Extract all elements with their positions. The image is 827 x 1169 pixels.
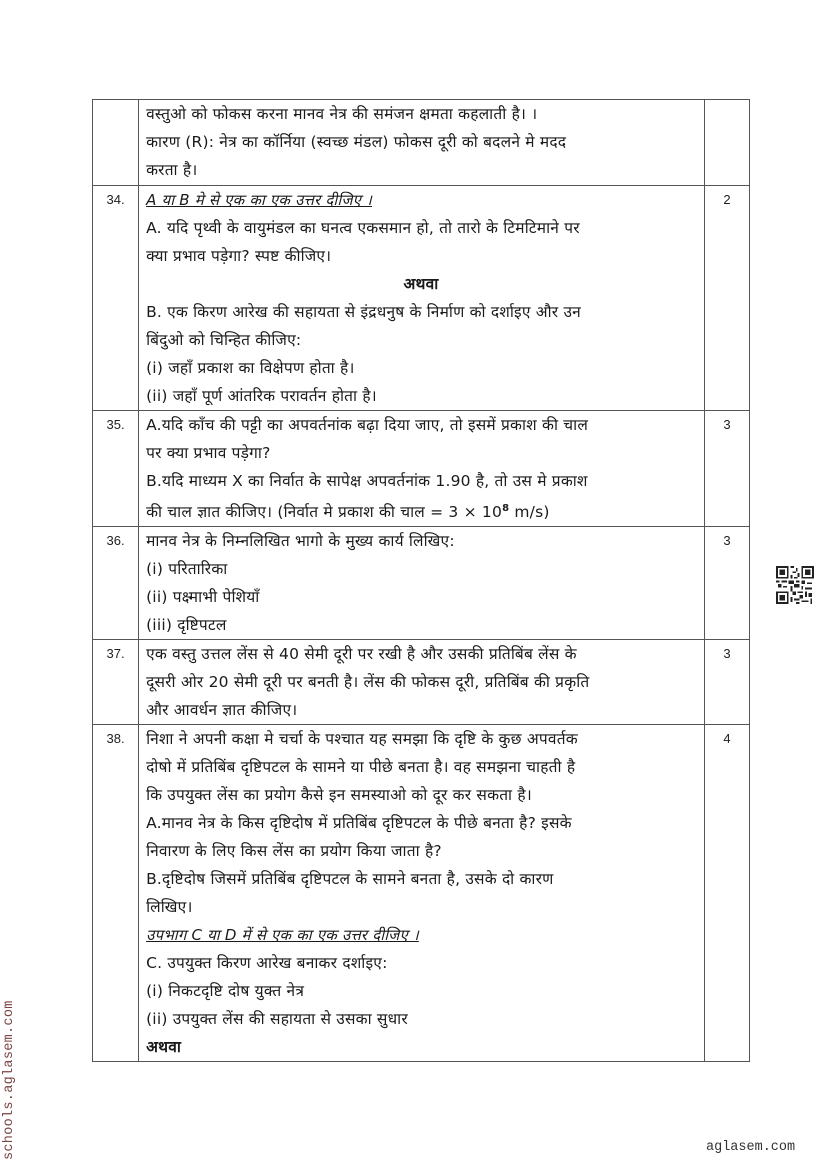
table-row-q35 — [93, 411, 750, 527]
or-separator: अथवा — [403, 275, 439, 293]
text-line: C. उपयुक्त किरण आरेख बनाकर दर्शाइए: — [146, 954, 388, 973]
marks-cell — [704, 100, 749, 186]
text-line: वस्तुओ को फोकस करना मानव नेत्र की समंजन क्षमता कहलाती है। । — [146, 105, 538, 123]
table-row-q34 — [93, 186, 750, 411]
text-line: दूसरी ओर 20 सेमी दूरी पर बनती है। लेंस की फोकस दूरी, प्रतिबिंब की प्रकृति — [146, 673, 590, 692]
text-line: (i) परितारिका — [146, 560, 228, 579]
text-fragment: m/s) — [509, 503, 550, 522]
text-line: पर क्या प्रभाव पड़ेगा? — [146, 444, 271, 462]
marks-cell: 4 — [704, 725, 749, 1062]
text-line: बिंदुओ को चिन्हित कीजिए: — [146, 331, 302, 349]
text-line: मानव नेत्र के निम्नलिखित भागो के मुख्य कार्य लिखिए: — [146, 532, 455, 551]
question-text — [139, 186, 705, 411]
or-separator: अथवा — [146, 1038, 182, 1057]
text-line: एक वस्तु उत्तल लेंस से 40 सेमी दूरी पर रखी है और उसकी प्रतिबिंब लेंस के — [146, 645, 577, 664]
text-line: (ii) पक्ष्माभी पेशियाँ — [146, 588, 260, 607]
text-line: लिखिए। — [146, 898, 193, 917]
bottom-watermark: aglasem.com — [706, 1140, 796, 1155]
text-fragment: की चाल ज्ञात कीजिए। (निर्वात मे प्रकाश की चाल = 3 × 10 — [146, 503, 503, 522]
text-line: कारण (R): नेत्र का कॉर्निया (स्वच्छ मंडल) फोकस दूरी को बदलने मे मदद — [146, 133, 567, 151]
text-line: (ii) जहाँ पूर्ण आंतरिक परावर्तन होता है। — [146, 387, 377, 405]
table-row-q36 — [93, 527, 750, 640]
marks-cell: 3 — [704, 411, 749, 527]
marks-cell: 3 — [704, 527, 749, 640]
instruction-text: A या B मे से एक का एक उत्तर दीजिए । — [146, 191, 372, 209]
question-table — [92, 99, 750, 1062]
table-row-continuation — [93, 100, 750, 186]
text-line: क्या प्रभाव पड़ेगा? स्पष्ट कीजिए। — [146, 247, 332, 265]
table-row-q37 — [93, 640, 750, 725]
text-line: B.यदि माध्यम X का निर्वात के सापेक्ष अपवर्तनांक 1.90 है, तो उस मे प्रकाश — [146, 472, 588, 490]
question-number: 35. — [93, 411, 139, 527]
side-watermark: schools.aglasem.com — [2, 1000, 17, 1160]
text-line: A.यदि काँच की पट्टी का अपवर्तनांक बढ़ा दिया जाए, तो इसमें प्रकाश की चाल — [146, 416, 589, 434]
exponent: 8 — [502, 503, 510, 514]
text-line: निवारण के लिए किस लेंस का प्रयोग किया जाता है? — [146, 842, 442, 861]
text-line: B.दृष्टिदोष जिसमें प्रतिबिंब दृष्टिपटल के सामने बनता है, उसके दो कारण — [146, 870, 554, 889]
text-line: A.मानव नेत्र के किस दृष्टिदोष में प्रतिबिंब दृष्टिपटल के पीछे बनता है? इसके — [146, 814, 572, 833]
text-line: कि उपयुक्त लेंस का प्रयोग कैसे इन समस्याओ को दूर कर सकता है। — [146, 786, 532, 805]
text-line: और आवर्धन ज्ञात कीजिए। — [146, 701, 298, 720]
text-line — [146, 495, 696, 526]
text-line: करता है। — [146, 161, 198, 179]
marks-cell: 2 — [704, 186, 749, 411]
question-text — [139, 527, 705, 640]
question-number — [93, 100, 139, 186]
text-line: निशा ने अपनी कक्षा मे चर्चा के पश्चात यह समझा कि दृष्टि के कुछ अपवर्तक — [146, 730, 578, 749]
text-line: (i) निकटदृष्टि दोष युक्त नेत्र — [146, 982, 305, 1001]
question-number: 36. — [93, 527, 139, 640]
text-line: (iii) दृष्टिपटल — [146, 616, 227, 635]
question-number: 37. — [93, 640, 139, 725]
question-number: 38. — [93, 725, 139, 1062]
qr-code-icon[interactable] — [776, 566, 814, 604]
text-line: दोषो में प्रतिबिंब दृष्टिपटल के सामने या पीछे बनता है। वह समझना चाहती है — [146, 758, 576, 777]
instruction-text: उपभाग C या D में से एक का एक उत्तर दीजिए । — [146, 926, 419, 945]
text-line: A. यदि पृथ्वी के वायुमंडल का घनत्व एकसमान हो, तो तारो के टिमटिमाने पर — [146, 219, 580, 237]
question-text — [139, 725, 705, 1062]
question-text — [139, 411, 705, 527]
text-line: (ii) उपयुक्त लेंस की सहायता से उसका सुधार — [146, 1010, 408, 1029]
question-text — [139, 640, 705, 725]
question-text — [139, 100, 705, 186]
text-line: B. एक किरण आरेख की सहायता से इंद्रधनुष के निर्माण को दर्शाइए और उन — [146, 303, 581, 321]
question-number: 34. — [93, 186, 139, 411]
marks-cell: 3 — [704, 640, 749, 725]
text-line: (i) जहाँ प्रकाश का विक्षेपण होता है। — [146, 359, 355, 377]
table-row-q38 — [93, 725, 750, 1062]
